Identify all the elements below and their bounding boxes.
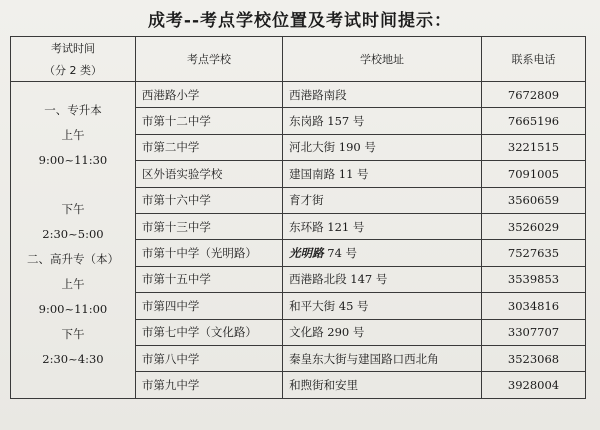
address-cell: 建国南路 11 号 [283,161,482,187]
address-cell: 文化路 290 号 [283,319,482,345]
phone-cell: 3034816 [481,293,585,319]
header-phone: 联系电话 [481,37,585,82]
time-line: 9:00~11:30 [38,153,108,167]
time-line: 2:30~4:30 [42,352,104,366]
exam-schedule-table [10,36,586,399]
address-cell: 西港路北段 147 号 [283,266,482,292]
table-header-row [11,37,586,82]
phone-cell: 3526029 [481,213,585,239]
header-exam-time [11,37,136,82]
school-cell: 市第十中学（光明路） [135,240,282,266]
phone-cell: 7527635 [481,240,585,266]
address-cell: 河北大街 190 号 [283,134,482,160]
address-cell: 东岗路 157 号 [283,108,482,134]
phone-cell: 3928004 [481,372,585,398]
school-cell: 市第十五中学 [135,266,282,292]
address-cell: 和煦街和安里 [283,372,482,398]
time-line: 下午 [61,202,85,216]
school-cell: 市第十三中学 [135,213,282,239]
school-cell: 区外语实验学校 [135,161,282,187]
header-address: 学校地址 [283,37,482,82]
header-school: 考点学校 [135,37,282,82]
address-cell: 和平大街 45 号 [283,293,482,319]
phone-cell: 3307707 [481,319,585,345]
time-gap [17,173,129,197]
phone-cell: 7665196 [481,108,585,134]
phone-cell: 3560659 [481,187,585,213]
page-title: 成考--考点学校位置及考试时间提示： [147,11,453,31]
school-cell: 市第十六中学 [135,187,282,213]
school-cell: 市第九中学 [135,372,282,398]
address-cell: 秦皇东大街与建国路口西北角 [283,345,482,371]
address-cell: 西港路南段 [283,82,482,108]
exam-time-cell [11,82,136,399]
phone-cell: 7091005 [481,161,585,187]
address-bold-part: 光明路 [289,246,324,261]
school-cell: 市第七中学（文化路） [135,319,282,345]
table-row [11,82,586,108]
time-line: 二、高升专（本） [26,252,119,266]
address-rest-part: 74 号 [323,246,358,261]
time-line: 一、专升本 [44,103,102,117]
school-cell: 市第二中学 [135,134,282,160]
school-cell: 市第四中学 [135,293,282,319]
address-cell [283,240,482,266]
school-cell: 市第十二中学 [135,108,282,134]
phone-cell: 3539853 [481,266,585,292]
time-line: 9:00~11:00 [38,302,108,316]
phone-cell: 3523068 [481,345,585,371]
school-cell: 西港路小学 [135,82,282,108]
header-exam-time-line1: 考试时间 [50,42,95,55]
phone-cell: 3221515 [481,134,585,160]
time-line: 上午 [61,277,85,291]
address-cell: 育才街 [283,187,482,213]
time-line: 上午 [61,128,85,142]
address-cell: 东环路 121 号 [283,213,482,239]
school-cell: 市第八中学 [135,345,282,371]
time-line: 2:30~5:00 [42,227,104,241]
phone-cell: 7672809 [481,82,585,108]
header-exam-time-line2: （分 2 类） [43,64,102,77]
time-line: 下午 [61,327,85,341]
